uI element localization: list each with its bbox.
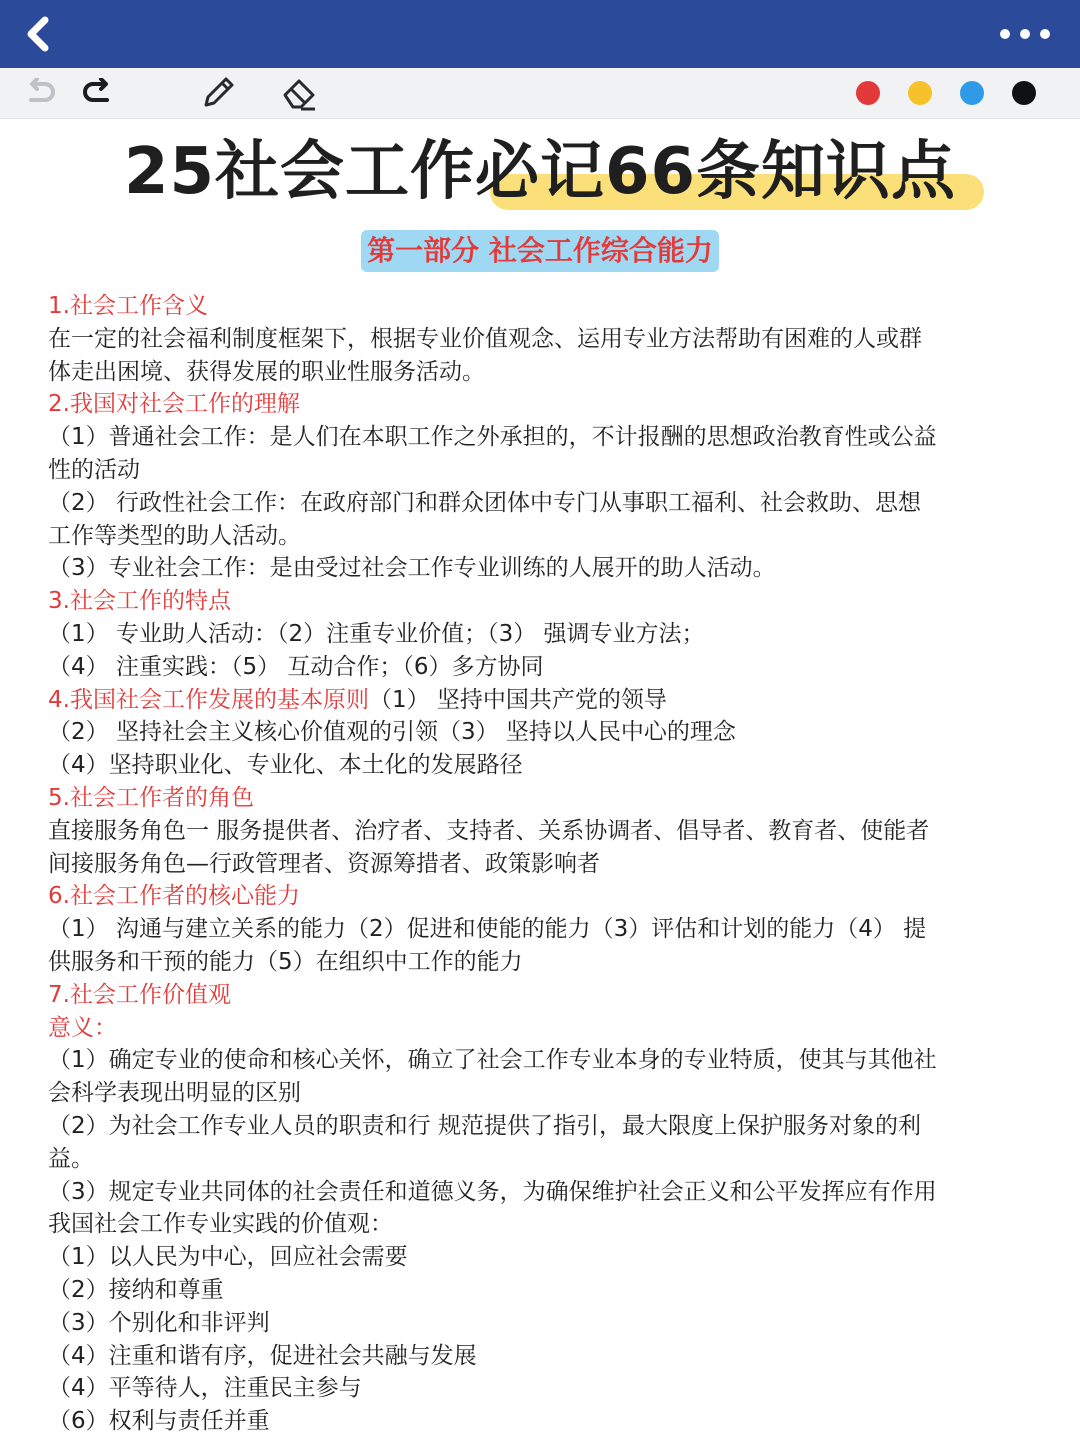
line-text: （4） 注重实践：（5） 互动合作；（6）多方协同	[48, 653, 544, 680]
section-heading-line	[48, 1012, 1038, 1045]
line-text: （1） 坚持中国共产党的领导	[368, 686, 667, 713]
line-text: （4）平等待人，注重民主参与	[48, 1375, 362, 1402]
section-heading: 意义：	[48, 1014, 117, 1041]
back-button[interactable]	[16, 12, 60, 56]
eraser-icon	[281, 75, 319, 111]
text-line	[48, 1241, 1038, 1274]
text-line	[48, 421, 1038, 454]
line-text: 性的活动	[48, 456, 140, 483]
line-text: （6）权利与责任并重	[48, 1408, 270, 1435]
line-text: 体走出困境、获得发展的职业性服务活动。	[48, 358, 485, 385]
document-title	[124, 128, 956, 216]
text-line	[48, 454, 1038, 487]
eraser-tool-button[interactable]	[280, 73, 320, 113]
line-text: 益。	[48, 1145, 94, 1172]
document-title-area	[0, 128, 1080, 218]
line-text: （1）确定专业的使命和核心关怀，确立了社会工作专业本身的专业特质，使其与其他社	[48, 1047, 937, 1074]
undo-icon	[23, 78, 57, 108]
text-line	[48, 356, 1038, 389]
section-heading: 6.社会工作者的核心能力	[48, 883, 300, 910]
text-line	[48, 1340, 1038, 1373]
section-heading: 1.社会工作含义	[48, 293, 208, 319]
line-text: （1）普通社会工作：是人们在本职工作之外承担的，不计报酬的思想政治教育性或公益	[48, 424, 937, 451]
redo-icon	[81, 78, 115, 108]
text-line	[48, 716, 1038, 749]
line-text: （2）为社会工作专业人员的职责和行 规范提供了指引，最大限度上保护服务对象的利	[48, 1112, 921, 1139]
section-heading-line	[48, 979, 1038, 1012]
section-subtitle: 第一部分 社会工作综合能力	[361, 230, 719, 272]
section-heading-line	[48, 290, 1038, 323]
pencil-icon	[200, 75, 236, 111]
text-line	[48, 1307, 1038, 1340]
text-line	[48, 1208, 1038, 1241]
text-line	[48, 552, 1038, 585]
text-line	[48, 848, 1038, 881]
section-heading: 3.社会工作的特点	[48, 588, 231, 615]
color-swatch-black[interactable]	[1012, 81, 1036, 105]
section-heading: 7.社会工作价值观	[48, 981, 231, 1008]
title-text: 25社会工作必记66条知识点	[123, 135, 957, 209]
top-app-bar	[0, 0, 1080, 68]
section-heading: 4.我国社会工作发展的基本原则	[48, 686, 369, 713]
more-options-button[interactable]	[970, 22, 1050, 46]
text-line	[48, 1405, 1038, 1438]
text-line	[48, 618, 1038, 651]
line-text: 供服务和干预的能力（5）在组织中工作的能力	[48, 948, 523, 975]
drawing-toolbar	[0, 68, 1080, 119]
section-heading-line	[48, 388, 1038, 421]
undo-button[interactable]	[20, 73, 60, 113]
text-line	[48, 651, 1038, 684]
chevron-left-icon	[23, 16, 53, 52]
text-line	[48, 1110, 1038, 1143]
line-text: （4）注重和谐有序，促进社会共融与发展	[48, 1342, 477, 1369]
text-line	[48, 487, 1038, 520]
color-swatch-yellow[interactable]	[908, 81, 932, 105]
text-line	[48, 1143, 1038, 1176]
line-text: （2）接纳和尊重	[48, 1276, 224, 1303]
text-line	[48, 1274, 1038, 1307]
line-text: （4）坚持职业化、专业化、本土化的发展路径	[48, 752, 523, 779]
color-swatch-red[interactable]	[856, 81, 880, 105]
section-heading: 2.我国对社会工作的理解	[48, 391, 300, 418]
text-line	[48, 1372, 1038, 1405]
line-text: （3）个别化和非评判	[48, 1309, 270, 1336]
line-text: 会科学表现出明显的区别	[48, 1080, 301, 1107]
color-swatch-blue[interactable]	[960, 81, 984, 105]
line-text: （1） 专业助人活动：（2）注重专业价值；（3） 强调专业方法；	[48, 620, 705, 647]
line-text: （2） 行政性社会工作：在政府部门和群众团体中专门从事职工福利、社会救助、思想	[48, 489, 921, 516]
line-text: （2） 坚持社会主义核心价值观的引领（3） 坚持以人民中心的理念	[48, 719, 736, 746]
line-text: 直接服务角色一 服务提供者、治疗者、支持者、关系协调者、倡导者、教育者、使能者	[48, 817, 930, 844]
section-heading-line	[48, 585, 1038, 618]
line-text: （3）规定专业共同体的社会责任和道德义务，为确保维护社会正义和公平发挥应有作用	[48, 1178, 937, 1205]
section-heading-line	[48, 880, 1038, 913]
line-text: （3）专业社会工作：是由受过社会工作专业训练的人展开的助人活动。	[48, 555, 776, 582]
line-text: 我国社会工作专业实践的价值观：	[48, 1211, 393, 1238]
section-subtitle-area	[0, 230, 1080, 272]
text-line	[48, 749, 1038, 782]
more-dots-icon	[1040, 29, 1050, 39]
line-text: （1） 沟通与建立关系的能力（2）促进和使能的能力（3）评估和计划的能力（4） 提	[48, 916, 927, 943]
redo-button[interactable]	[78, 73, 118, 113]
text-line	[48, 323, 1038, 356]
line-text: （1）以人民为中心，回应社会需要	[48, 1244, 408, 1271]
section-heading: 5.社会工作者的角色	[48, 784, 254, 811]
pencil-tool-button[interactable]	[198, 73, 238, 113]
line-text: 间接服务角色—行政管理者、资源筹措者、政策影响者	[48, 850, 600, 877]
text-line	[48, 815, 1038, 848]
line-text: 工作等类型的助人活动。	[48, 522, 301, 549]
text-line	[48, 913, 1038, 946]
document-content	[48, 290, 1038, 1438]
more-dots-icon	[1000, 29, 1010, 39]
text-line	[48, 1176, 1038, 1209]
text-line	[48, 1044, 1038, 1077]
line-text: 在一定的社会福利制度框架下，根据专业价值观念、运用专业方法帮助有困难的人或群	[48, 325, 922, 352]
section-heading-line	[48, 782, 1038, 815]
text-line	[48, 1077, 1038, 1110]
section-heading-line	[48, 684, 1038, 717]
text-line	[48, 520, 1038, 553]
text-line	[48, 946, 1038, 979]
more-dots-icon	[1020, 29, 1030, 39]
